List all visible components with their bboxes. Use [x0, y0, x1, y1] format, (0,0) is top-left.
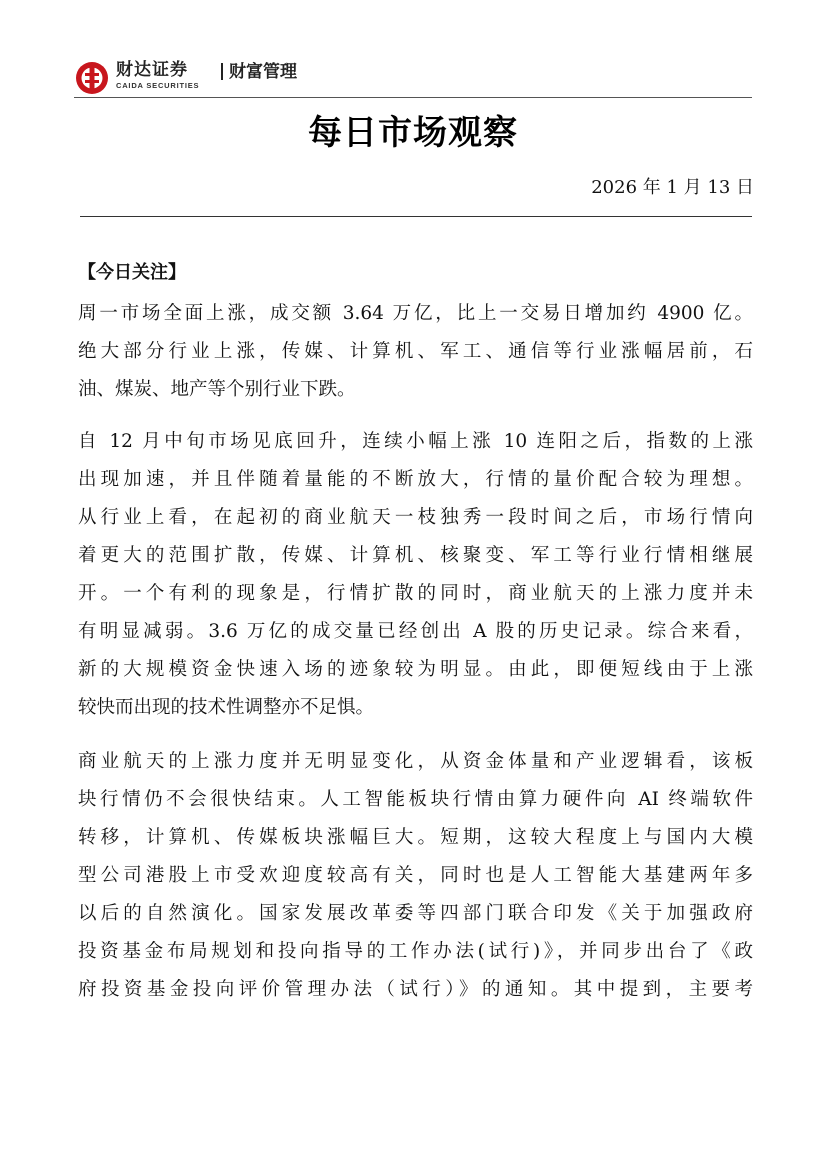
- division-name: 财富管理: [229, 62, 297, 82]
- brand-name-cn: 财达证券: [116, 60, 188, 80]
- paragraph-line: 有明显减弱。3.6 万亿的成交量已经创出 A 股的历史记录。综合来看，: [78, 621, 753, 642]
- date-rule: [80, 216, 752, 217]
- paragraph-line: 块行情仍不会很快结束。人工智能板块行情由算力硬件向 AI 终端软件: [78, 789, 753, 810]
- header-separator: [221, 63, 223, 80]
- paragraph-line: 开。一个有利的现象是，行情扩散的同时，商业航天的上涨力度并未: [78, 583, 753, 604]
- paragraph-line: 绝大部分行业上涨，传媒、计算机、军工、通信等行业涨幅居前，石: [78, 341, 753, 362]
- paragraph-line: 自 12 月中旬市场见底回升，连续小幅上涨 10 连阳之后，指数的上涨: [78, 431, 753, 452]
- paragraph-line: 着更大的范围扩散，传媒、计算机、核聚变、军工等行业行情相继展: [78, 545, 753, 566]
- report-date: 2026 年 1 月 13 日: [591, 177, 754, 198]
- paragraph-line: 府投资基金投向评价管理办法（试行）》的通知。其中提到，主要考: [78, 979, 753, 1000]
- paragraph-line: 型公司港股上市受欢迎度较高有关，同时也是人工智能大基建两年多: [78, 865, 753, 886]
- page-title: 每日市场观察: [308, 113, 518, 153]
- brand-name-en: CAIDA SECURITIES: [116, 81, 200, 90]
- paragraph-line: 转移，计算机、传媒板块涨幅巨大。短期，这较大程度上与国内大模: [78, 827, 753, 848]
- brand-name: [116, 60, 199, 90]
- caida-securities-logo-icon: [74, 60, 110, 96]
- paragraph-line: 商业航天的上涨力度并无明显变化，从资金体量和产业逻辑看，该板: [78, 751, 753, 772]
- paragraph-line: 周一市场全面上涨，成交额 3.64 万亿，比上一交易日增加约 4900 亿。: [78, 303, 753, 324]
- paragraph-line: 新的大规模资金快速入场的迹象较为明显。由此，即便短线由于上涨: [78, 659, 753, 680]
- paragraph-line: 从行业上看，在起初的商业航天一枝独秀一段时间之后，市场行情向: [78, 507, 753, 528]
- paragraph-line: 投资基金布局规划和投向指导的工作办法(试行)》，并同步出台了《政: [78, 941, 753, 962]
- paragraph-line: 出现加速，并且伴随着量能的不断放大，行情的量价配合较为理想。: [78, 469, 753, 490]
- page-header: [74, 58, 754, 98]
- paragraph-line: 较快而出现的技术性调整亦不足惧。: [78, 697, 375, 718]
- section-heading: 【今日关注】: [78, 262, 186, 283]
- paragraph-line: 以后的自然演化。国家发展改革委等四部门联合印发《关于加强政府: [78, 903, 753, 924]
- header-rule: [74, 97, 752, 98]
- paragraph-line: 油、煤炭、地产等个别行业下跌。: [78, 379, 356, 400]
